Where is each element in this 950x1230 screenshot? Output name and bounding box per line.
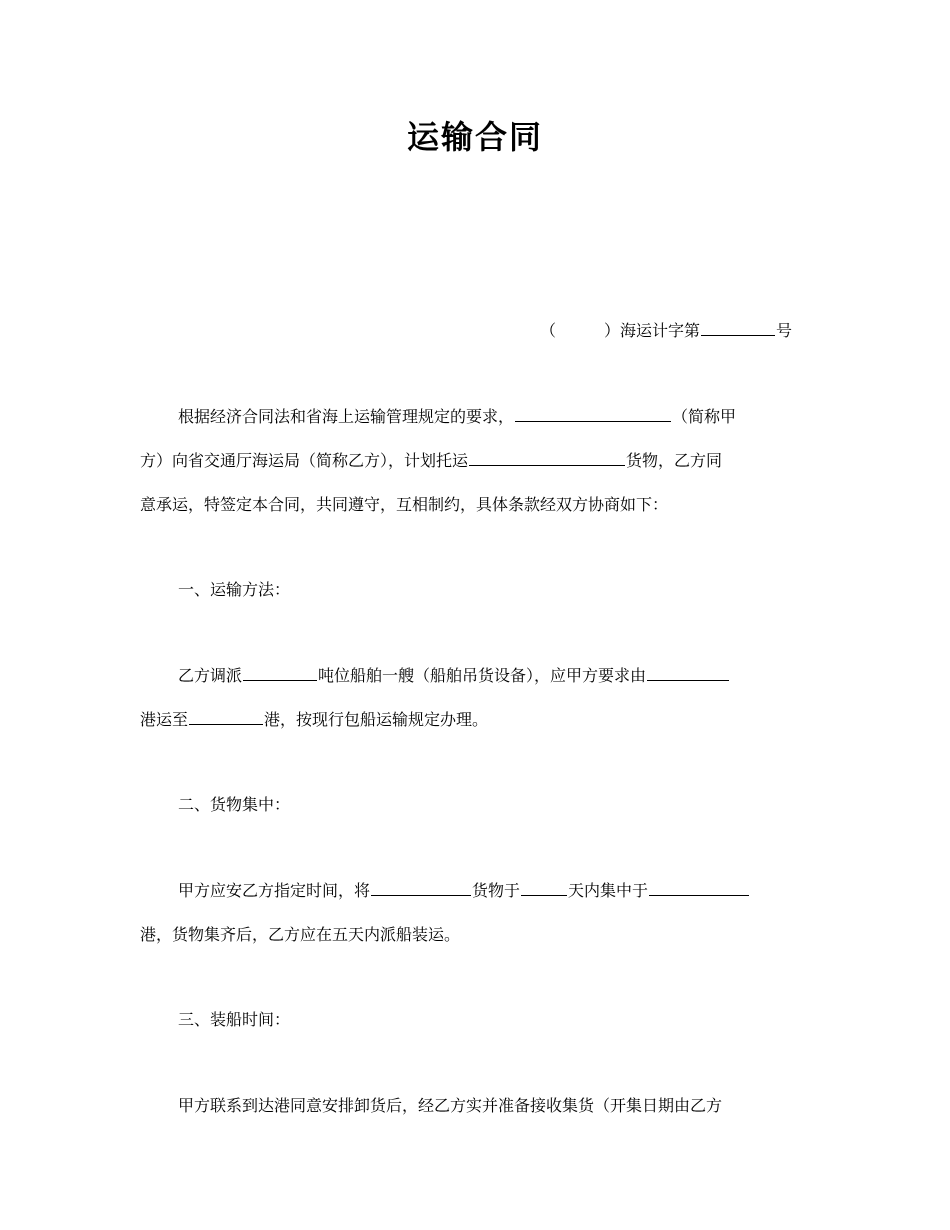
destination-port-blank[interactable] xyxy=(189,706,263,725)
number-suffix: 号 xyxy=(776,321,793,340)
intro-line-3: 意承运，特签定本合同，共同遵守，互相制约，具体条款经双方协商如下： xyxy=(140,495,669,514)
origin-port-blank[interactable] xyxy=(647,662,729,681)
days-blank[interactable] xyxy=(521,877,567,896)
section-1-text-2a: 港运至 xyxy=(140,710,189,729)
intro-text-2b: 货物，乙方同 xyxy=(626,451,723,470)
section-2-text-1a: 甲方应安乙方指定时间，将 xyxy=(178,881,371,900)
intro-text-1a: 根据经济合同法和省海上运输管理规定的要求， xyxy=(178,407,515,426)
section-1-paragraph xyxy=(140,654,812,742)
collection-port-blank[interactable] xyxy=(649,877,749,896)
section-2-text-1c: 天内集中于 xyxy=(568,881,649,900)
intro-text-1b: （简称甲 xyxy=(672,407,737,426)
section-2-paragraph xyxy=(140,869,812,957)
section-3-heading: 三、装船时间： xyxy=(178,1010,291,1029)
number-label: ）海运计字第 xyxy=(604,321,701,340)
section-1-line-2 xyxy=(140,698,812,742)
intro-line-1 xyxy=(140,395,812,439)
section-2-heading: 二、货物集中： xyxy=(178,795,291,814)
intro-line-2 xyxy=(140,439,812,483)
section-1-text-1b: 吨位船舶一艘（船舶吊货设备），应甲方要求由 xyxy=(318,666,647,685)
section-2-text-1b: 货物于 xyxy=(472,881,521,900)
section-3-paragraph xyxy=(140,1084,812,1128)
number-open-paren: （ xyxy=(540,321,557,340)
contract-number-blank[interactable] xyxy=(701,317,775,336)
section-1-text-1a: 乙方调派 xyxy=(178,666,243,685)
section-1-line-1 xyxy=(140,654,812,698)
section-2-line-1 xyxy=(140,869,812,913)
party-a-name-blank[interactable] xyxy=(515,403,671,422)
ship-tonnage-blank[interactable] xyxy=(243,662,317,681)
intro-text-2a: 方）向省交通厅海运局（简称乙方），计划托运 xyxy=(140,451,469,470)
section-1-text-2b: 港，按现行包船运输规定办理。 xyxy=(264,710,489,729)
cargo-name-blank[interactable] xyxy=(469,447,625,466)
section-3-line-1: 甲方联系到达港同意安排卸货后，经乙方实并准备接收集货（开集日期由乙方 xyxy=(178,1096,723,1115)
contract-number-line xyxy=(540,317,792,341)
section-1-heading: 一、运输方法： xyxy=(178,580,291,599)
section-2-line-2: 港，货物集齐后，乙方应在五天内派船装运。 xyxy=(140,925,461,944)
cargo-type-blank[interactable] xyxy=(371,877,471,896)
document-title: 运输合同 xyxy=(406,118,543,156)
intro-paragraph xyxy=(140,395,812,527)
